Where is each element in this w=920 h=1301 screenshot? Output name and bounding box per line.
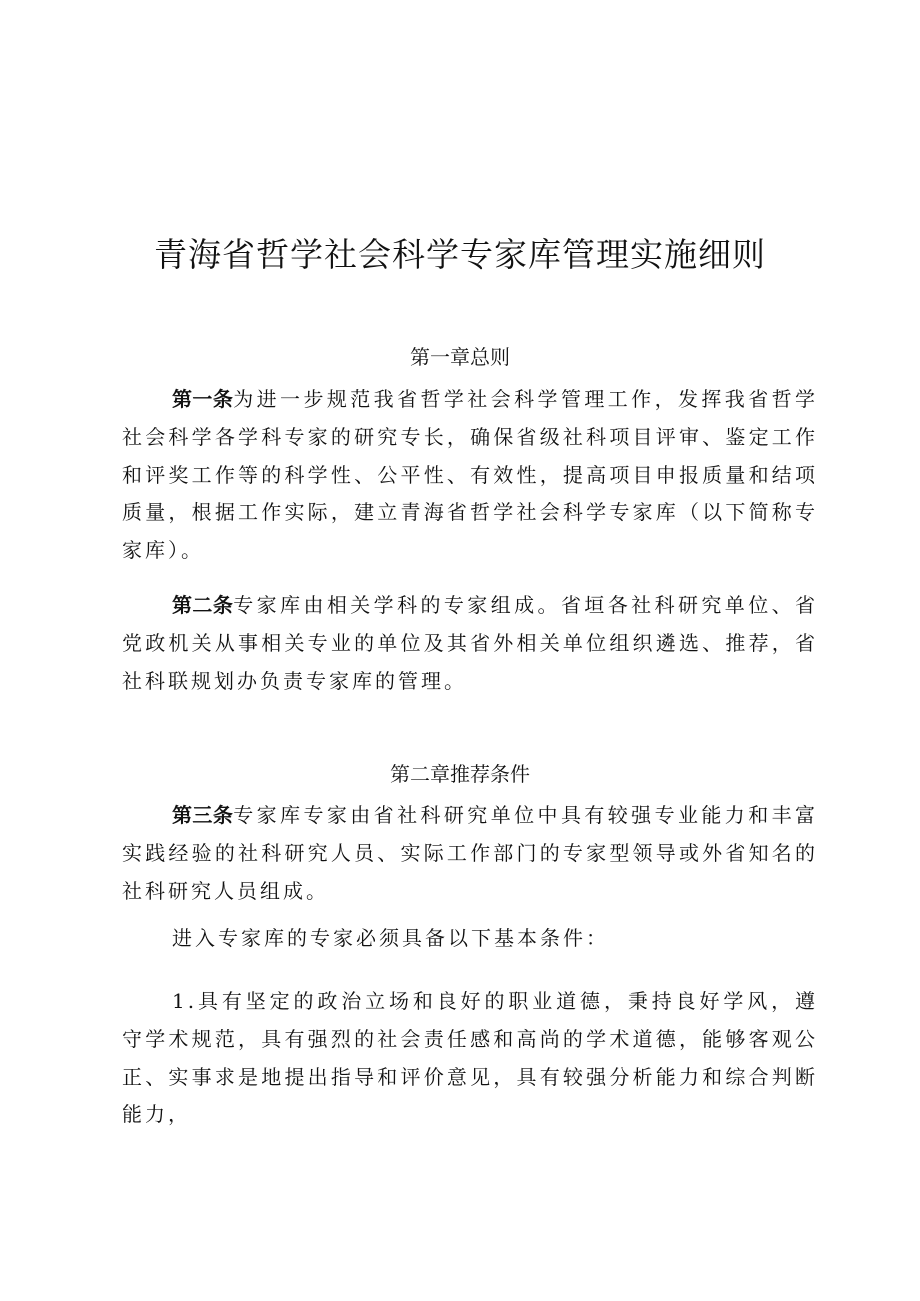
article-2-text: 专家库由相关学科的专家组成。省垣各社科研究单位、省党政机关从事相关专业的单位及其省外相关单位组织遴选、推荐，省社科联规划办负责专家库的管理。 <box>122 593 819 693</box>
article-1-label: 第一条 <box>172 387 234 411</box>
chapter-2-heading: 第二章推荐条件 <box>390 762 530 786</box>
article-1 <box>122 381 818 570</box>
conditions-intro: 进入专家库的专家必须具备以下基本条件： <box>172 926 609 950</box>
article-1-text: 为进一步规范我省哲学社会科学管理工作，发挥我省哲学社会科学各学科专家的研究专长，确保省级社科项目评审、鉴定工作和评奖工作等的科学性、公平性、有效性，提高项目申报质量和结项质量，根据工作实际，建立青海省哲学社会科学专家库（以下简称专家库）。 <box>122 387 819 563</box>
article-2 <box>122 587 818 700</box>
article-2-label: 第二条 <box>172 593 234 617</box>
condition-1: 1.具有坚定的政治立场和良好的职业道德，秉持良好学风，遵守学术规范，具有强烈的社会责任感和高尚的学术道德，能够客观公正、实事求是地提出指导和评价意见，具有较强分析能力和综合判断能力， <box>122 989 818 1127</box>
chapter-1-heading: 第一章总则 <box>410 345 510 369</box>
document-title: 青海省哲学社会科学专家库管理实施细则 <box>154 235 766 274</box>
article-3 <box>122 797 818 910</box>
article-3-label: 第三条 <box>172 803 234 827</box>
article-3-text: 专家库专家由省社科研究单位中具有较强专业能力和丰富实践经验的社科研究人员、实际工作部门的专家型领导或外省知名的社科研究人员组成。 <box>122 803 819 903</box>
